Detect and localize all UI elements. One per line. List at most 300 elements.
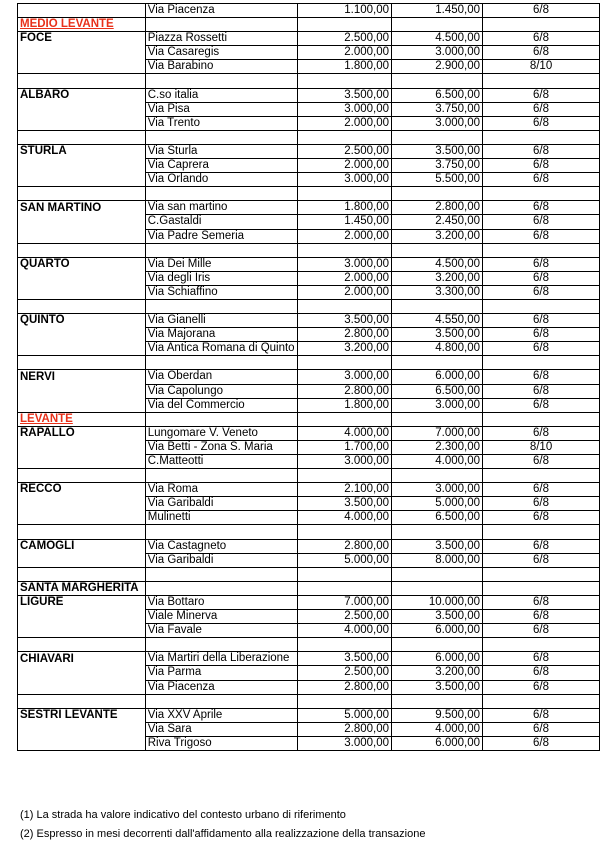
empty-cell xyxy=(392,567,483,581)
zone-cell xyxy=(18,173,146,187)
spacer-row xyxy=(18,130,600,144)
max-price-cell: 3.200,00 xyxy=(392,229,483,243)
empty-cell xyxy=(145,74,297,88)
empty-cell xyxy=(297,694,391,708)
empty-cell xyxy=(297,469,391,483)
street-cell: Via Castagneto xyxy=(145,539,297,553)
min-price-cell: 2.500,00 xyxy=(297,610,391,624)
time-cell: 6/8 xyxy=(483,116,600,130)
time-cell: 6/8 xyxy=(483,342,600,356)
max-price-cell: 2.450,00 xyxy=(392,215,483,229)
zone-cell: RAPALLO xyxy=(18,426,146,440)
empty-cell xyxy=(483,187,600,201)
empty-cell xyxy=(297,130,391,144)
table-row xyxy=(18,370,600,384)
empty-cell xyxy=(145,525,297,539)
empty-cell xyxy=(297,356,391,370)
time-cell: 6/8 xyxy=(483,708,600,722)
street-cell: Via Padre Semeria xyxy=(145,229,297,243)
max-price-cell: 9.500,00 xyxy=(392,708,483,722)
empty-cell xyxy=(18,638,146,652)
street-cell xyxy=(145,581,297,595)
table-row xyxy=(18,483,600,497)
zone-cell: STURLA xyxy=(18,144,146,158)
table-row xyxy=(18,722,600,736)
empty-cell xyxy=(483,74,600,88)
table-row xyxy=(18,610,600,624)
time-cell: 6/8 xyxy=(483,666,600,680)
empty-cell xyxy=(392,638,483,652)
street-cell: Via Trento xyxy=(145,116,297,130)
empty-cell xyxy=(483,525,600,539)
min-price-cell: 3.200,00 xyxy=(297,342,391,356)
time-cell: 6/8 xyxy=(483,426,600,440)
max-price-cell: 2.800,00 xyxy=(392,201,483,215)
table-row xyxy=(18,229,600,243)
price-table-body xyxy=(18,4,600,751)
zone-cell xyxy=(18,159,146,173)
empty-cell xyxy=(18,567,146,581)
street-cell: Piazza Rossetti xyxy=(145,32,297,46)
min-price-cell: 2.800,00 xyxy=(297,680,391,694)
min-price-cell: 2.000,00 xyxy=(297,271,391,285)
table-row xyxy=(18,314,600,328)
time-cell: 8/10 xyxy=(483,440,600,454)
spacer-row xyxy=(18,525,600,539)
min-price-cell: 4.000,00 xyxy=(297,511,391,525)
max-price-cell: 3.000,00 xyxy=(392,398,483,412)
time-cell: 6/8 xyxy=(483,370,600,384)
max-price-cell: 5.000,00 xyxy=(392,497,483,511)
zone-cell xyxy=(18,610,146,624)
empty-cell xyxy=(392,74,483,88)
street-cell: Via Dei Mille xyxy=(145,257,297,271)
max-price-cell: 4.000,00 xyxy=(392,455,483,469)
street-cell: Via Casaregis xyxy=(145,46,297,60)
time-cell: 6/8 xyxy=(483,652,600,666)
min-price-cell: 3.000,00 xyxy=(297,173,391,187)
table-row xyxy=(18,271,600,285)
zone-cell xyxy=(18,215,146,229)
min-price-cell: 3.500,00 xyxy=(297,314,391,328)
empty-cell xyxy=(483,469,600,483)
zone-cell: LIGURE xyxy=(18,595,146,609)
min-price-cell: 3.500,00 xyxy=(297,88,391,102)
zone-cell xyxy=(18,736,146,750)
max-price-cell: 3.500,00 xyxy=(392,610,483,624)
spacer-row xyxy=(18,243,600,257)
zone-cell: FOCE xyxy=(18,32,146,46)
time-cell: 6/8 xyxy=(483,736,600,750)
min-price-cell: 3.500,00 xyxy=(297,652,391,666)
time-cell: 6/8 xyxy=(483,610,600,624)
zone-cell xyxy=(18,497,146,511)
table-row xyxy=(18,201,600,215)
table-row xyxy=(18,426,600,440)
street-cell: Via Caprera xyxy=(145,159,297,173)
empty-cell xyxy=(18,74,146,88)
empty-cell xyxy=(392,243,483,257)
footnote-1: (1) La strada ha valore indicativo del contesto urbano di riferimento xyxy=(20,809,346,821)
street-cell: Via Garibaldi xyxy=(145,553,297,567)
empty-cell xyxy=(483,694,600,708)
table-row xyxy=(18,680,600,694)
street-cell: Via Orlando xyxy=(145,173,297,187)
table-row xyxy=(18,708,600,722)
street-cell: Via degli Iris xyxy=(145,271,297,285)
time-cell: 6/8 xyxy=(483,328,600,342)
time-cell: 6/8 xyxy=(483,511,600,525)
table-row xyxy=(18,257,600,271)
spacer-row xyxy=(18,469,600,483)
table-row xyxy=(18,342,600,356)
time-cell: 6/8 xyxy=(483,32,600,46)
zone-cell xyxy=(18,398,146,412)
min-price-cell: 1.450,00 xyxy=(297,215,391,229)
time-cell: 6/8 xyxy=(483,201,600,215)
footnotes xyxy=(20,806,425,844)
zone-cell xyxy=(18,342,146,356)
spacer-row xyxy=(18,356,600,370)
empty-cell xyxy=(145,567,297,581)
min-price-cell: 2.000,00 xyxy=(297,46,391,60)
zone-cell xyxy=(18,229,146,243)
street-cell: Via Martiri della Liberazione xyxy=(145,652,297,666)
table-row xyxy=(18,88,600,102)
zone-cell: CHIAVARI xyxy=(18,652,146,666)
max-price-cell: 3.750,00 xyxy=(392,159,483,173)
zone-cell xyxy=(18,722,146,736)
max-price-cell: 6.000,00 xyxy=(392,736,483,750)
spacer-row xyxy=(18,299,600,313)
min-price-cell: 2.800,00 xyxy=(297,328,391,342)
min-price-cell xyxy=(297,581,391,595)
min-price-cell: 1.100,00 xyxy=(297,4,391,18)
table-row xyxy=(18,384,600,398)
time-cell: 6/8 xyxy=(483,229,600,243)
street-cell: Via Piacenza xyxy=(145,4,297,18)
street-cell: Riva Trigoso xyxy=(145,736,297,750)
table-row xyxy=(18,553,600,567)
street-cell: Via Sturla xyxy=(145,144,297,158)
min-price-cell: 3.000,00 xyxy=(297,370,391,384)
street-cell: Via XXV Aprile xyxy=(145,708,297,722)
zone-cell xyxy=(18,680,146,694)
empty-cell xyxy=(145,187,297,201)
time-cell: 6/8 xyxy=(483,497,600,511)
empty-cell xyxy=(297,525,391,539)
section-row xyxy=(18,412,600,426)
street-cell: Via Sara xyxy=(145,722,297,736)
street-cell: Via Betti - Zona S. Maria xyxy=(145,440,297,454)
time-cell: 6/8 xyxy=(483,314,600,328)
max-price-cell: 6.000,00 xyxy=(392,624,483,638)
max-price-cell: 6.000,00 xyxy=(392,370,483,384)
min-price-cell: 5.000,00 xyxy=(297,553,391,567)
empty-cell xyxy=(18,356,146,370)
empty-cell xyxy=(18,130,146,144)
max-price-cell: 3.500,00 xyxy=(392,539,483,553)
spacer-row xyxy=(18,187,600,201)
street-cell: Via Piacenza xyxy=(145,680,297,694)
street-cell: Lungomare V. Veneto xyxy=(145,426,297,440)
zone-cell: SAN MARTINO xyxy=(18,201,146,215)
max-price-cell: 4.550,00 xyxy=(392,314,483,328)
empty-cell xyxy=(392,299,483,313)
table-row xyxy=(18,652,600,666)
table-row xyxy=(18,624,600,638)
table-row xyxy=(18,511,600,525)
min-price-cell: 2.100,00 xyxy=(297,483,391,497)
street-cell: Via del Commercio xyxy=(145,398,297,412)
max-price-cell: 10.000,00 xyxy=(392,595,483,609)
empty-cell xyxy=(483,356,600,370)
max-price-cell: 3.750,00 xyxy=(392,102,483,116)
max-price-cell: 1.450,00 xyxy=(392,4,483,18)
max-price-cell xyxy=(392,581,483,595)
street-cell: Via Parma xyxy=(145,666,297,680)
table-row xyxy=(18,455,600,469)
empty-cell xyxy=(145,243,297,257)
spacer-row xyxy=(18,567,600,581)
max-price-cell: 6.500,00 xyxy=(392,88,483,102)
table-row xyxy=(18,144,600,158)
empty-cell xyxy=(392,694,483,708)
empty-cell xyxy=(483,567,600,581)
max-price-cell: 2.300,00 xyxy=(392,440,483,454)
min-price-cell: 1.700,00 xyxy=(297,440,391,454)
street-cell: Mulinetti xyxy=(145,511,297,525)
table-row xyxy=(18,736,600,750)
time-cell: 6/8 xyxy=(483,88,600,102)
zone-cell xyxy=(18,4,146,18)
section-row xyxy=(18,18,600,32)
table-row xyxy=(18,102,600,116)
empty-cell xyxy=(392,469,483,483)
empty-cell xyxy=(392,187,483,201)
empty-cell xyxy=(18,694,146,708)
table-row xyxy=(18,285,600,299)
time-cell: 6/8 xyxy=(483,455,600,469)
time-cell: 6/8 xyxy=(483,624,600,638)
time-cell: 6/8 xyxy=(483,173,600,187)
street-cell: C.Matteotti xyxy=(145,455,297,469)
section-label: LEVANTE xyxy=(18,412,146,426)
min-price-cell: 7.000,00 xyxy=(297,595,391,609)
empty-cell xyxy=(145,130,297,144)
empty-cell xyxy=(392,356,483,370)
time-cell: 6/8 xyxy=(483,144,600,158)
street-cell: Via Favale xyxy=(145,624,297,638)
min-price-cell: 2.500,00 xyxy=(297,144,391,158)
street-cell: C.Gastaldi xyxy=(145,215,297,229)
max-price-cell: 6.000,00 xyxy=(392,652,483,666)
min-price-cell: 4.000,00 xyxy=(297,624,391,638)
zone-cell: RECCO xyxy=(18,483,146,497)
max-price-cell: 4.500,00 xyxy=(392,257,483,271)
empty-cell xyxy=(18,187,146,201)
min-price-cell: 2.800,00 xyxy=(297,384,391,398)
table-row xyxy=(18,595,600,609)
empty-cell xyxy=(483,299,600,313)
empty-cell xyxy=(18,299,146,313)
zone-cell: CAMOGLI xyxy=(18,539,146,553)
max-price-cell: 6.500,00 xyxy=(392,511,483,525)
time-cell: 6/8 xyxy=(483,215,600,229)
section-label: MEDIO LEVANTE xyxy=(18,18,146,32)
min-price-cell: 3.000,00 xyxy=(297,102,391,116)
zone-cell xyxy=(18,271,146,285)
time-cell: 6/8 xyxy=(483,271,600,285)
max-price-cell: 3.200,00 xyxy=(392,271,483,285)
table-row xyxy=(18,215,600,229)
table-row xyxy=(18,539,600,553)
zone-cell xyxy=(18,285,146,299)
min-price-cell: 3.500,00 xyxy=(297,497,391,511)
footnote-2: (2) Espresso in mesi decorrenti dall'affidamento alla realizzazione della transazione xyxy=(20,828,426,840)
empty-cell xyxy=(392,525,483,539)
empty-cell xyxy=(18,469,146,483)
empty-cell xyxy=(145,638,297,652)
empty-cell xyxy=(297,243,391,257)
max-price-cell: 4.000,00 xyxy=(392,722,483,736)
empty-cell xyxy=(145,299,297,313)
spacer-row xyxy=(18,638,600,652)
max-price-cell: 5.500,00 xyxy=(392,173,483,187)
max-price-cell: 6.500,00 xyxy=(392,384,483,398)
table-row xyxy=(18,32,600,46)
time-cell: 8/10 xyxy=(483,60,600,74)
min-price-cell: 1.800,00 xyxy=(297,60,391,74)
empty-cell xyxy=(483,638,600,652)
max-price-cell: 4.500,00 xyxy=(392,32,483,46)
empty-cell xyxy=(297,567,391,581)
table-row xyxy=(18,398,600,412)
table-row xyxy=(18,46,600,60)
time-cell: 6/8 xyxy=(483,595,600,609)
min-price-cell: 3.000,00 xyxy=(297,257,391,271)
max-price-cell: 3.000,00 xyxy=(392,46,483,60)
price-table xyxy=(17,3,600,751)
max-price-cell: 3.000,00 xyxy=(392,483,483,497)
time-cell: 6/8 xyxy=(483,553,600,567)
street-cell: Via Majorana xyxy=(145,328,297,342)
street-cell: Via Capolungo xyxy=(145,384,297,398)
min-price-cell: 2.500,00 xyxy=(297,32,391,46)
street-cell: Via Gianelli xyxy=(145,314,297,328)
min-price-cell: 2.500,00 xyxy=(297,666,391,680)
min-price-cell: 2.000,00 xyxy=(297,229,391,243)
empty-cell xyxy=(297,187,391,201)
max-price-cell: 7.000,00 xyxy=(392,426,483,440)
zone-cell xyxy=(18,511,146,525)
spacer-row xyxy=(18,694,600,708)
empty-cell xyxy=(145,469,297,483)
street-cell: Via Antica Romana di Quinto xyxy=(145,342,297,356)
time-cell: 6/8 xyxy=(483,102,600,116)
min-price-cell: 3.000,00 xyxy=(297,455,391,469)
street-cell: Via Roma xyxy=(145,483,297,497)
zone-cell xyxy=(18,666,146,680)
max-price-cell: 8.000,00 xyxy=(392,553,483,567)
zone-cell xyxy=(18,384,146,398)
empty-cell xyxy=(483,243,600,257)
min-price-cell: 1.800,00 xyxy=(297,201,391,215)
zone-cell xyxy=(18,46,146,60)
time-cell: 6/8 xyxy=(483,539,600,553)
street-cell: Via Garibaldi xyxy=(145,497,297,511)
time-cell: 6/8 xyxy=(483,483,600,497)
time-cell: 6/8 xyxy=(483,398,600,412)
empty-cell xyxy=(297,638,391,652)
empty-cell xyxy=(145,356,297,370)
table-row xyxy=(18,173,600,187)
table-row xyxy=(18,497,600,511)
street-cell: C.so italia xyxy=(145,88,297,102)
max-price-cell: 3.500,00 xyxy=(392,680,483,694)
time-cell: 6/8 xyxy=(483,285,600,299)
min-price-cell: 2.000,00 xyxy=(297,116,391,130)
zone-cell xyxy=(18,624,146,638)
max-price-cell: 3.200,00 xyxy=(392,666,483,680)
empty-cell xyxy=(483,130,600,144)
zone-cell xyxy=(18,440,146,454)
time-cell xyxy=(483,581,600,595)
empty-cell xyxy=(392,130,483,144)
table-row xyxy=(18,116,600,130)
table-row xyxy=(18,581,600,595)
max-price-cell: 2.900,00 xyxy=(392,60,483,74)
max-price-cell: 4.800,00 xyxy=(392,342,483,356)
table-row xyxy=(18,666,600,680)
empty-cell xyxy=(18,243,146,257)
min-price-cell: 2.800,00 xyxy=(297,722,391,736)
min-price-cell: 2.000,00 xyxy=(297,159,391,173)
table-row xyxy=(18,4,600,18)
zone-cell: SESTRI LEVANTE xyxy=(18,708,146,722)
time-cell: 6/8 xyxy=(483,384,600,398)
zone-cell: QUINTO xyxy=(18,314,146,328)
street-cell: Viale Minerva xyxy=(145,610,297,624)
empty-cell xyxy=(297,299,391,313)
max-price-cell: 3.000,00 xyxy=(392,116,483,130)
street-cell: Via san martino xyxy=(145,201,297,215)
min-price-cell: 1.800,00 xyxy=(297,398,391,412)
zone-cell: SANTA MARGHERITA xyxy=(18,581,146,595)
empty-cell xyxy=(18,525,146,539)
spacer-row xyxy=(18,74,600,88)
street-cell: Via Schiaffino xyxy=(145,285,297,299)
zone-cell xyxy=(18,328,146,342)
zone-cell: ALBARO xyxy=(18,88,146,102)
street-cell: Via Bottaro xyxy=(145,595,297,609)
empty-cell xyxy=(297,74,391,88)
zone-cell xyxy=(18,102,146,116)
time-cell: 6/8 xyxy=(483,680,600,694)
min-price-cell: 2.800,00 xyxy=(297,539,391,553)
zone-cell xyxy=(18,455,146,469)
time-cell: 6/8 xyxy=(483,46,600,60)
zone-cell xyxy=(18,116,146,130)
table-row xyxy=(18,60,600,74)
min-price-cell: 2.000,00 xyxy=(297,285,391,299)
time-cell: 6/8 xyxy=(483,722,600,736)
street-cell: Via Barabino xyxy=(145,60,297,74)
zone-cell: QUARTO xyxy=(18,257,146,271)
max-price-cell: 3.500,00 xyxy=(392,328,483,342)
table-row xyxy=(18,328,600,342)
table-row xyxy=(18,440,600,454)
